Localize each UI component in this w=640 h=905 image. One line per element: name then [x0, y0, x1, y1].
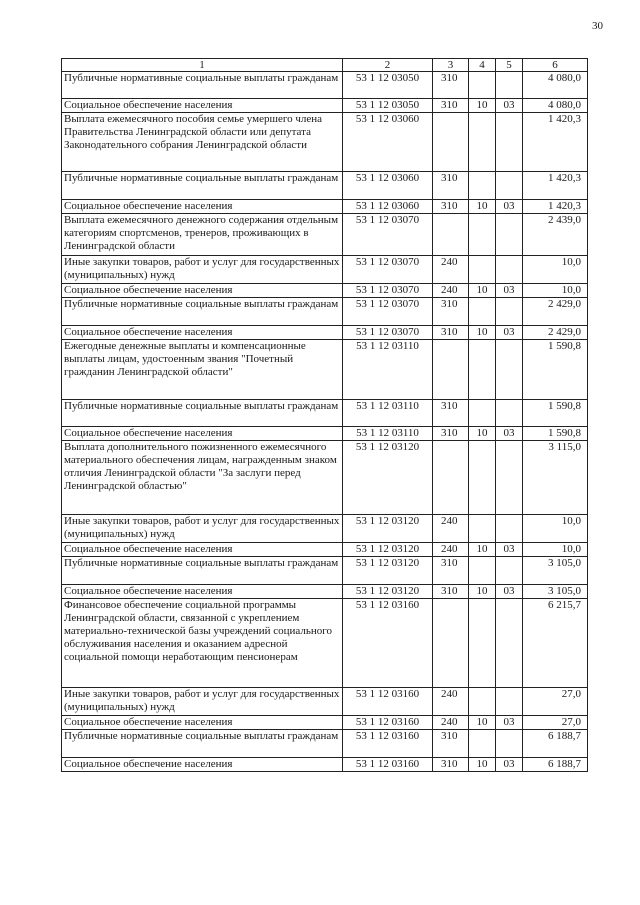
row-code: 53 1 12 03070 — [343, 256, 433, 284]
header-cell: 3 — [433, 59, 469, 72]
row-name: Социальное обеспечение населения — [62, 99, 343, 113]
row-name: Социальное обеспечение населения — [62, 758, 343, 772]
row-name: Выплата ежемесячного денежного содержания отдельным категориям спортсменов, тренеров, проживающих в Ленинградской области — [62, 214, 343, 256]
row-rz — [469, 557, 496, 585]
row-sum: 27,0 — [523, 688, 588, 716]
row-pr — [496, 214, 523, 256]
row-pr — [496, 256, 523, 284]
row-sum: 6 188,7 — [523, 730, 588, 758]
row-name: Иные закупки товаров, работ и услуг для государственных (муниципальных) нужд — [62, 515, 343, 543]
row-name: Социальное обеспечение населения — [62, 326, 343, 340]
row-rz — [469, 298, 496, 326]
row-pr: 03 — [496, 585, 523, 599]
row-name: Иные закупки товаров, работ и услуг для государственных (муниципальных) нужд — [62, 256, 343, 284]
row-pr — [496, 441, 523, 515]
table-row — [62, 214, 588, 256]
row-vr: 240 — [433, 515, 469, 543]
row-name: Иные закупки товаров, работ и услуг для государственных (муниципальных) нужд — [62, 688, 343, 716]
row-vr — [433, 340, 469, 400]
row-sum: 10,0 — [523, 543, 588, 557]
row-code: 53 1 12 03160 — [343, 688, 433, 716]
header-cell: 1 — [62, 59, 343, 72]
row-vr: 310 — [433, 427, 469, 441]
table-row — [62, 758, 588, 772]
row-code: 53 1 12 03120 — [343, 585, 433, 599]
table-row — [62, 599, 588, 688]
table-row — [62, 400, 588, 427]
row-rz — [469, 515, 496, 543]
row-code: 53 1 12 03110 — [343, 400, 433, 427]
row-code: 53 1 12 03160 — [343, 758, 433, 772]
row-rz — [469, 400, 496, 427]
row-vr: 240 — [433, 543, 469, 557]
row-code: 53 1 12 03110 — [343, 340, 433, 400]
row-pr: 03 — [496, 716, 523, 730]
row-sum: 10,0 — [523, 284, 588, 298]
row-sum: 10,0 — [523, 515, 588, 543]
row-sum: 6 188,7 — [523, 758, 588, 772]
row-code: 53 1 12 03070 — [343, 298, 433, 326]
row-sum: 1 590,8 — [523, 427, 588, 441]
table-row — [62, 688, 588, 716]
row-sum: 3 105,0 — [523, 557, 588, 585]
row-name: Публичные нормативные социальные выплаты гражданам — [62, 72, 343, 99]
table-header-row — [62, 59, 588, 72]
row-pr: 03 — [496, 543, 523, 557]
row-vr: 240 — [433, 256, 469, 284]
row-vr: 240 — [433, 716, 469, 730]
row-code: 53 1 12 03160 — [343, 730, 433, 758]
budget-table — [61, 58, 588, 772]
row-pr — [496, 298, 523, 326]
row-sum: 2 429,0 — [523, 298, 588, 326]
row-rz — [469, 214, 496, 256]
row-rz — [469, 688, 496, 716]
table-row — [62, 427, 588, 441]
row-pr — [496, 340, 523, 400]
row-name: Социальное обеспечение населения — [62, 427, 343, 441]
row-sum: 4 080,0 — [523, 72, 588, 99]
row-rz: 10 — [469, 585, 496, 599]
row-vr: 310 — [433, 758, 469, 772]
row-pr: 03 — [496, 758, 523, 772]
table-row — [62, 730, 588, 758]
row-rz — [469, 172, 496, 200]
row-pr: 03 — [496, 326, 523, 340]
row-pr — [496, 515, 523, 543]
row-name: Выплата ежемесячного пособия семье умершего члена Правительства Ленинградской области или депутата Законодательного собрания Ленинградской области — [62, 113, 343, 172]
row-sum: 1 420,3 — [523, 172, 588, 200]
row-sum: 3 105,0 — [523, 585, 588, 599]
header-cell: 5 — [496, 59, 523, 72]
row-name: Выплата дополнительного пожизненного ежемесячного материального обеспечения лицам, награжденным знаком отличия Ленинградской области "За заслуги перед Ленинградской областью" — [62, 441, 343, 515]
header-cell: 6 — [523, 59, 588, 72]
row-vr: 310 — [433, 200, 469, 214]
row-rz: 10 — [469, 758, 496, 772]
row-name: Социальное обеспечение населения — [62, 284, 343, 298]
table-row — [62, 716, 588, 730]
row-pr: 03 — [496, 427, 523, 441]
table-row — [62, 298, 588, 326]
row-name: Социальное обеспечение населения — [62, 543, 343, 557]
row-name: Социальное обеспечение населения — [62, 200, 343, 214]
table-row — [62, 515, 588, 543]
row-pr: 03 — [496, 99, 523, 113]
row-sum: 1 590,8 — [523, 340, 588, 400]
row-vr: 310 — [433, 585, 469, 599]
row-vr — [433, 214, 469, 256]
row-code: 53 1 12 03050 — [343, 72, 433, 99]
row-code: 53 1 12 03070 — [343, 326, 433, 340]
row-rz: 10 — [469, 99, 496, 113]
row-pr — [496, 730, 523, 758]
row-rz — [469, 340, 496, 400]
row-vr — [433, 599, 469, 688]
row-name: Публичные нормативные социальные выплаты гражданам — [62, 557, 343, 585]
row-name: Публичные нормативные социальные выплаты гражданам — [62, 172, 343, 200]
row-rz — [469, 72, 496, 99]
row-sum: 27,0 — [523, 716, 588, 730]
row-vr: 310 — [433, 557, 469, 585]
row-code: 53 1 12 03110 — [343, 427, 433, 441]
row-vr: 310 — [433, 326, 469, 340]
row-rz: 10 — [469, 427, 496, 441]
row-sum: 1 420,3 — [523, 200, 588, 214]
row-name: Социальное обеспечение населения — [62, 716, 343, 730]
row-pr — [496, 72, 523, 99]
row-rz — [469, 256, 496, 284]
row-code: 53 1 12 03120 — [343, 441, 433, 515]
row-sum: 6 215,7 — [523, 599, 588, 688]
row-pr — [496, 688, 523, 716]
row-sum: 1 420,3 — [523, 113, 588, 172]
row-sum: 10,0 — [523, 256, 588, 284]
row-code: 53 1 12 03060 — [343, 113, 433, 172]
header-cell: 4 — [469, 59, 496, 72]
row-vr — [433, 113, 469, 172]
budget-table-body — [62, 59, 588, 772]
row-vr: 310 — [433, 72, 469, 99]
page-number: 30 — [592, 20, 603, 32]
table-row — [62, 200, 588, 214]
table-row — [62, 441, 588, 515]
row-sum: 4 080,0 — [523, 99, 588, 113]
row-vr: 310 — [433, 730, 469, 758]
row-pr — [496, 557, 523, 585]
row-code: 53 1 12 03060 — [343, 172, 433, 200]
table-row — [62, 284, 588, 298]
row-pr: 03 — [496, 200, 523, 214]
table-row — [62, 585, 588, 599]
row-rz: 10 — [469, 284, 496, 298]
table-row — [62, 172, 588, 200]
row-name: Публичные нормативные социальные выплаты гражданам — [62, 400, 343, 427]
row-rz — [469, 599, 496, 688]
row-code: 53 1 12 03120 — [343, 543, 433, 557]
row-name: Публичные нормативные социальные выплаты гражданам — [62, 298, 343, 326]
row-code: 53 1 12 03160 — [343, 599, 433, 688]
table-row — [62, 543, 588, 557]
row-code: 53 1 12 03050 — [343, 99, 433, 113]
row-name: Ежегодные денежные выплаты и компенсационные выплаты лицам, удостоенным звания "Почетный гражданин Ленинградской области" — [62, 340, 343, 400]
row-rz: 10 — [469, 716, 496, 730]
header-cell: 2 — [343, 59, 433, 72]
table-row — [62, 326, 588, 340]
table-row — [62, 256, 588, 284]
row-vr: 310 — [433, 298, 469, 326]
row-name: Социальное обеспечение населения — [62, 585, 343, 599]
row-code: 53 1 12 03070 — [343, 214, 433, 256]
row-vr — [433, 441, 469, 515]
row-name: Финансовое обеспечение социальной программы Ленинградской области, связанной с укреплением материально-технической базы учреждений социального обслуживания населения и оказанием адресной социальной помощи неработающим пенсионерам — [62, 599, 343, 688]
row-code: 53 1 12 03060 — [343, 200, 433, 214]
table-row — [62, 99, 588, 113]
table-row — [62, 340, 588, 400]
row-name: Публичные нормативные социальные выплаты гражданам — [62, 730, 343, 758]
table-row — [62, 72, 588, 99]
table-row — [62, 557, 588, 585]
row-rz — [469, 730, 496, 758]
row-vr: 310 — [433, 400, 469, 427]
row-pr — [496, 172, 523, 200]
row-code: 53 1 12 03160 — [343, 716, 433, 730]
row-rz: 10 — [469, 543, 496, 557]
row-pr — [496, 599, 523, 688]
row-code: 53 1 12 03120 — [343, 515, 433, 543]
row-code: 53 1 12 03070 — [343, 284, 433, 298]
table-row — [62, 113, 588, 172]
row-rz — [469, 113, 496, 172]
row-sum: 2 429,0 — [523, 326, 588, 340]
row-sum: 3 115,0 — [523, 441, 588, 515]
row-vr: 310 — [433, 172, 469, 200]
row-vr: 240 — [433, 284, 469, 298]
row-pr: 03 — [496, 284, 523, 298]
row-code: 53 1 12 03120 — [343, 557, 433, 585]
row-pr — [496, 113, 523, 172]
row-pr — [496, 400, 523, 427]
row-rz: 10 — [469, 200, 496, 214]
row-rz — [469, 441, 496, 515]
row-vr: 240 — [433, 688, 469, 716]
row-sum: 2 439,0 — [523, 214, 588, 256]
row-rz: 10 — [469, 326, 496, 340]
row-vr: 310 — [433, 99, 469, 113]
row-sum: 1 590,8 — [523, 400, 588, 427]
